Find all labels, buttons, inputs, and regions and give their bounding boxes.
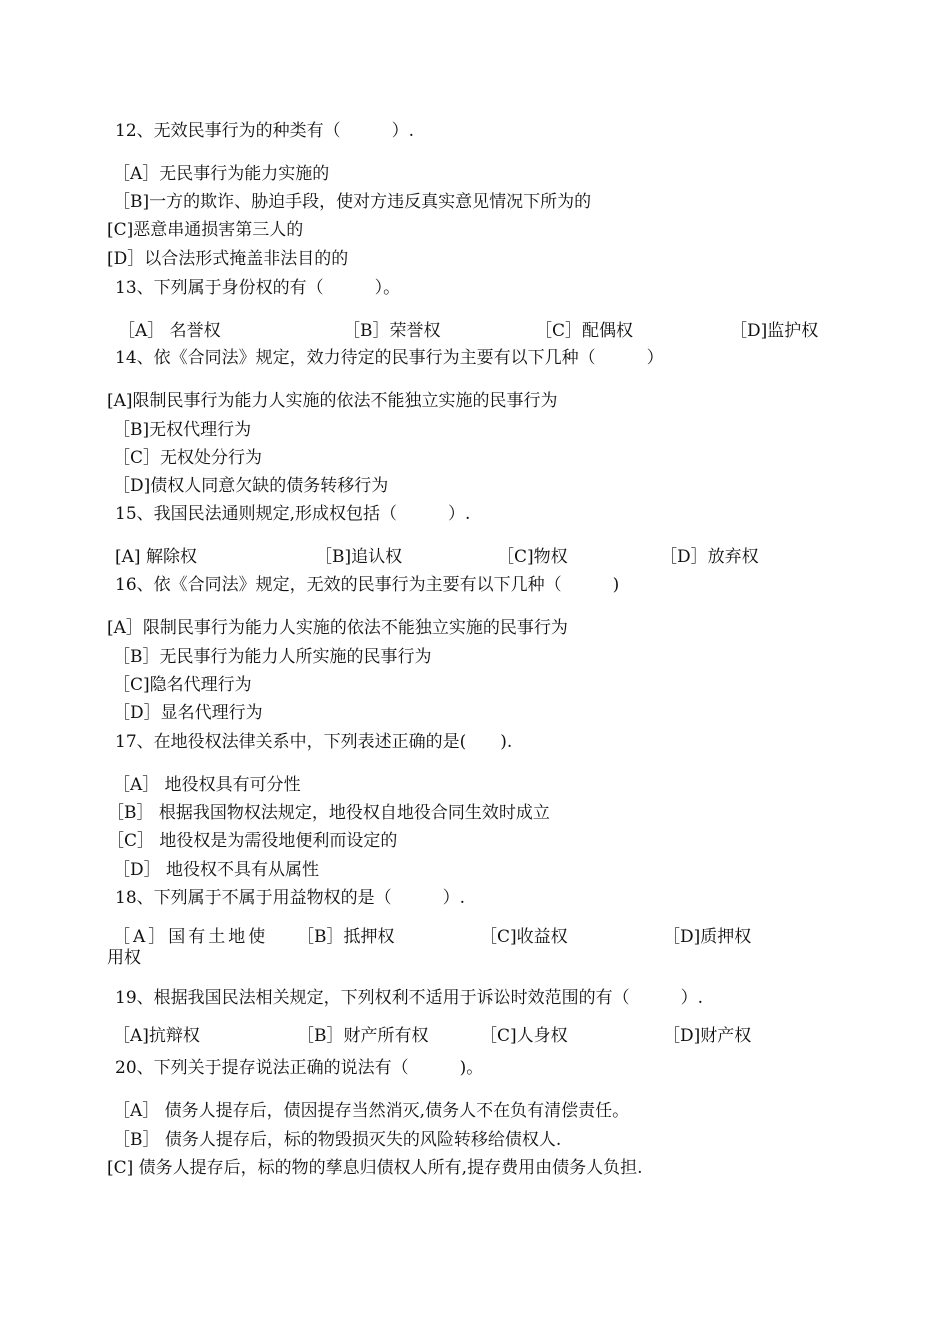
question-17-option-d: ［D］ 地役权不具有从属性 bbox=[113, 860, 320, 880]
question-13-option-c: ［C］配偶权 bbox=[535, 321, 634, 341]
question-18-option-a: ［A］国有土地使 bbox=[113, 927, 269, 947]
question-18-option-d: ［D]质押权 bbox=[663, 927, 752, 947]
question-20-stem: 20、下列关于提存说法正确的说法有（ )。 bbox=[115, 1058, 484, 1078]
question-14-stem: 14、依《合同法》规定，效力待定的民事行为主要有以下几种（ ） bbox=[115, 348, 664, 368]
question-12-option-d: [D］以合法形式掩盖非法目的的 bbox=[107, 249, 349, 269]
question-18-stem: 18、下列属于不属于用益物权的是（ ）. bbox=[115, 888, 466, 908]
question-15-option-c: ［C]物权 bbox=[497, 547, 568, 567]
question-14-option-c: ［C］无权处分行为 bbox=[113, 448, 263, 468]
question-16-option-b: ［B］无民事行为能力人所实施的民事行为 bbox=[113, 647, 432, 667]
question-13-option-a: ［A］ 名誉权 bbox=[118, 321, 221, 341]
question-13-option-b: ［B］荣誉权 bbox=[343, 321, 441, 341]
question-12-option-c: [C]恶意串通损害第三人的 bbox=[107, 220, 304, 240]
question-17-option-b: ［B］ 根据我国物权法规定，地役权自地役合同生效时成立 bbox=[107, 803, 550, 823]
question-14-option-a: [A]限制民事行为能力人实施的依法不能独立实施的民事行为 bbox=[107, 391, 558, 411]
question-12-option-a: ［A］无民事行为能力实施的 bbox=[113, 164, 330, 184]
question-16-option-d: ［D］显名代理行为 bbox=[113, 703, 263, 723]
question-15-option-a: [A] 解除权 bbox=[115, 547, 197, 567]
question-15-stem: 15、我国民法通则规定,形成权包括（ ）. bbox=[115, 504, 471, 524]
question-19-option-c: ［C]人身权 bbox=[480, 1026, 568, 1046]
question-20-option-b: ［B］ 债务人提存后，标的物毁损灭失的风险转移给债权人. bbox=[113, 1130, 562, 1150]
question-13-option-d: ［D]监护权 bbox=[730, 321, 819, 341]
question-18-option-b: ［B］抵押权 bbox=[297, 927, 395, 947]
question-16-option-a: [A］限制民事行为能力人实施的依法不能独立实施的民事行为 bbox=[107, 618, 568, 638]
question-14-option-b: ［B]无权代理行为 bbox=[113, 420, 252, 440]
question-12-stem: 12、无效民事行为的种类有（ ）. bbox=[115, 121, 415, 141]
question-13-stem: 13、下列属于身份权的有（ ）。 bbox=[115, 278, 401, 298]
question-18-option-a-wrap: 用权 bbox=[107, 948, 141, 968]
question-16-stem: 16、依《合同法》规定，无效的民事行为主要有以下几种（ ) bbox=[115, 575, 620, 595]
question-17-option-a: ［A］ 地役权具有可分性 bbox=[113, 775, 301, 795]
question-15-option-b: ［B]追认权 bbox=[315, 547, 403, 567]
question-19-option-b: ［B］财产所有权 bbox=[297, 1026, 429, 1046]
question-17-stem: 17、在地役权法律关系中，下列表述正确的是( ). bbox=[115, 732, 513, 752]
question-19-option-d: ［D]财产权 bbox=[663, 1026, 752, 1046]
question-14-option-d: ［D]债权人同意欠缺的债务转移行为 bbox=[113, 476, 389, 496]
question-19-stem: 19、根据我国民法相关规定，下列权利不适用于诉讼时效范围的有（ ）. bbox=[115, 988, 704, 1008]
question-20-option-c: [C] 债务人提存后，标的物的孳息归债权人所有,提存费用由债务人负担. bbox=[107, 1158, 643, 1178]
question-15-option-d: ［D］放弃权 bbox=[660, 547, 759, 567]
question-20-option-a: ［A］ 债务人提存后，债因提存当然消灭,债务人不在负有清偿责任。 bbox=[113, 1101, 630, 1121]
question-17-option-c: ［C］ 地役权是为需役地便利而设定的 bbox=[107, 831, 398, 851]
question-19-option-a: ［A]抗辩权 bbox=[113, 1026, 200, 1046]
question-12-option-b: ［B]一方的欺诈、胁迫手段，使对方违反真实意见情况下所为的 bbox=[113, 192, 592, 212]
question-18-option-c: ［C]收益权 bbox=[480, 927, 568, 947]
question-16-option-c: ［C]隐名代理行为 bbox=[113, 675, 252, 695]
